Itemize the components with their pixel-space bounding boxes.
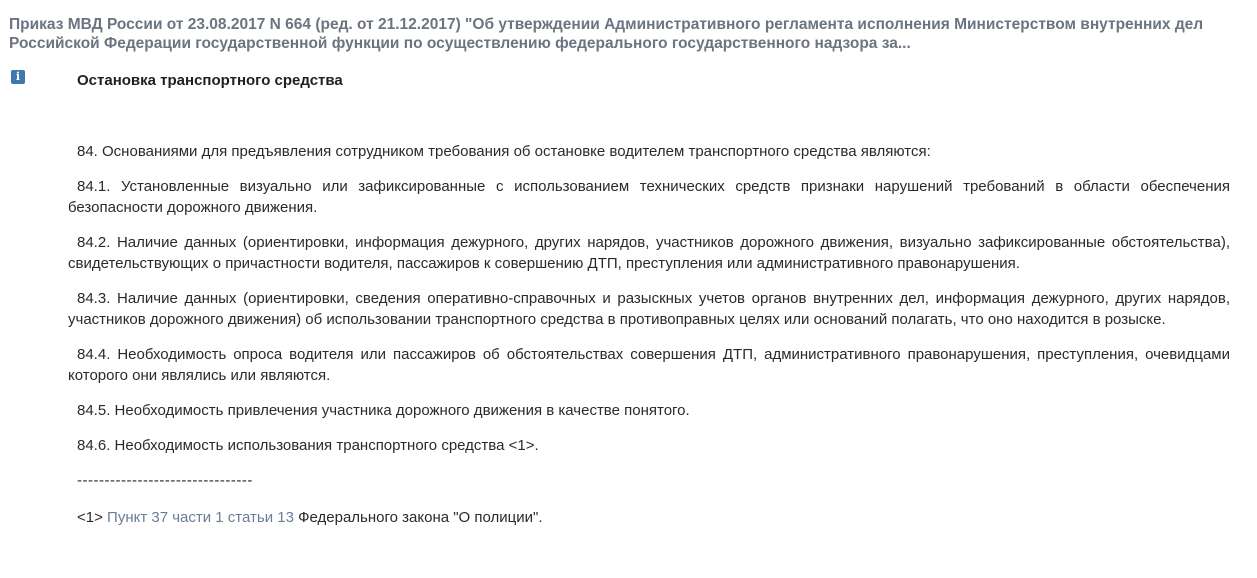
document-body [68,141,1230,528]
footnote-separator: -------------------------------- [77,472,253,489]
paragraph-84-4: 84.4. Необходимость опроса водителя или пассажиров об обстоятельствах совершения ДТП, административного правонарушения, преступления, очевидцами которого они являлись или являются. [68,346,1230,384]
footnote-marker: <1> [77,509,108,526]
paragraph-84-1: 84.1. Установленные визуально или зафиксированные с использованием технических средств признаки нарушений требований в области обеспечения безопасности дорожного движения. [68,178,1230,216]
section-heading: Остановка транспортного средства [77,72,343,89]
paragraph-84-2: 84.2. Наличие данных (ориентировки, информация дежурного, других нарядов, участников дорожного движения, визуально зафиксированные обстоятельства), свидетельствующих о причастности водителя, пассажиров к совершению ДТП, преступления или административного правонарушения. [68,234,1230,272]
footnote-text: Федерального закона "О полиции". [293,509,543,526]
paragraph-84-3: 84.3. Наличие данных (ориентировки, сведения оперативно-справочных и разыскных учетов органов внутренних дел, информация дежурного, других нарядов, участников дорожного движения) об использовании транспортного средства в противоправных целях или оснований полагать, что оно находится в розыске. [68,290,1230,328]
document-title[interactable]: Приказ МВД России от 23.08.2017 N 664 (ред. от 21.12.2017) "Об утверждении Административного регламента исполнения Министерством внутренних дел Российской Федерации государственной функции по осуществлению федерального государственного надзора за... [9,16,1204,52]
footnote [68,507,1230,528]
footnote-law-link[interactable]: Пункт 37 части 1 статьи 13 [107,509,294,526]
paragraph-84-6: 84.6. Необходимость использования транспортного средства <1>. [77,437,539,454]
paragraph-84-5: 84.5. Необходимость привлечения участника дорожного движения в качестве понятого. [77,402,690,419]
paragraph-84: 84. Основаниями для предъявления сотрудником требования об остановке водителем транспортного средства являются: [77,143,931,160]
info-icon[interactable]: i [11,70,25,84]
